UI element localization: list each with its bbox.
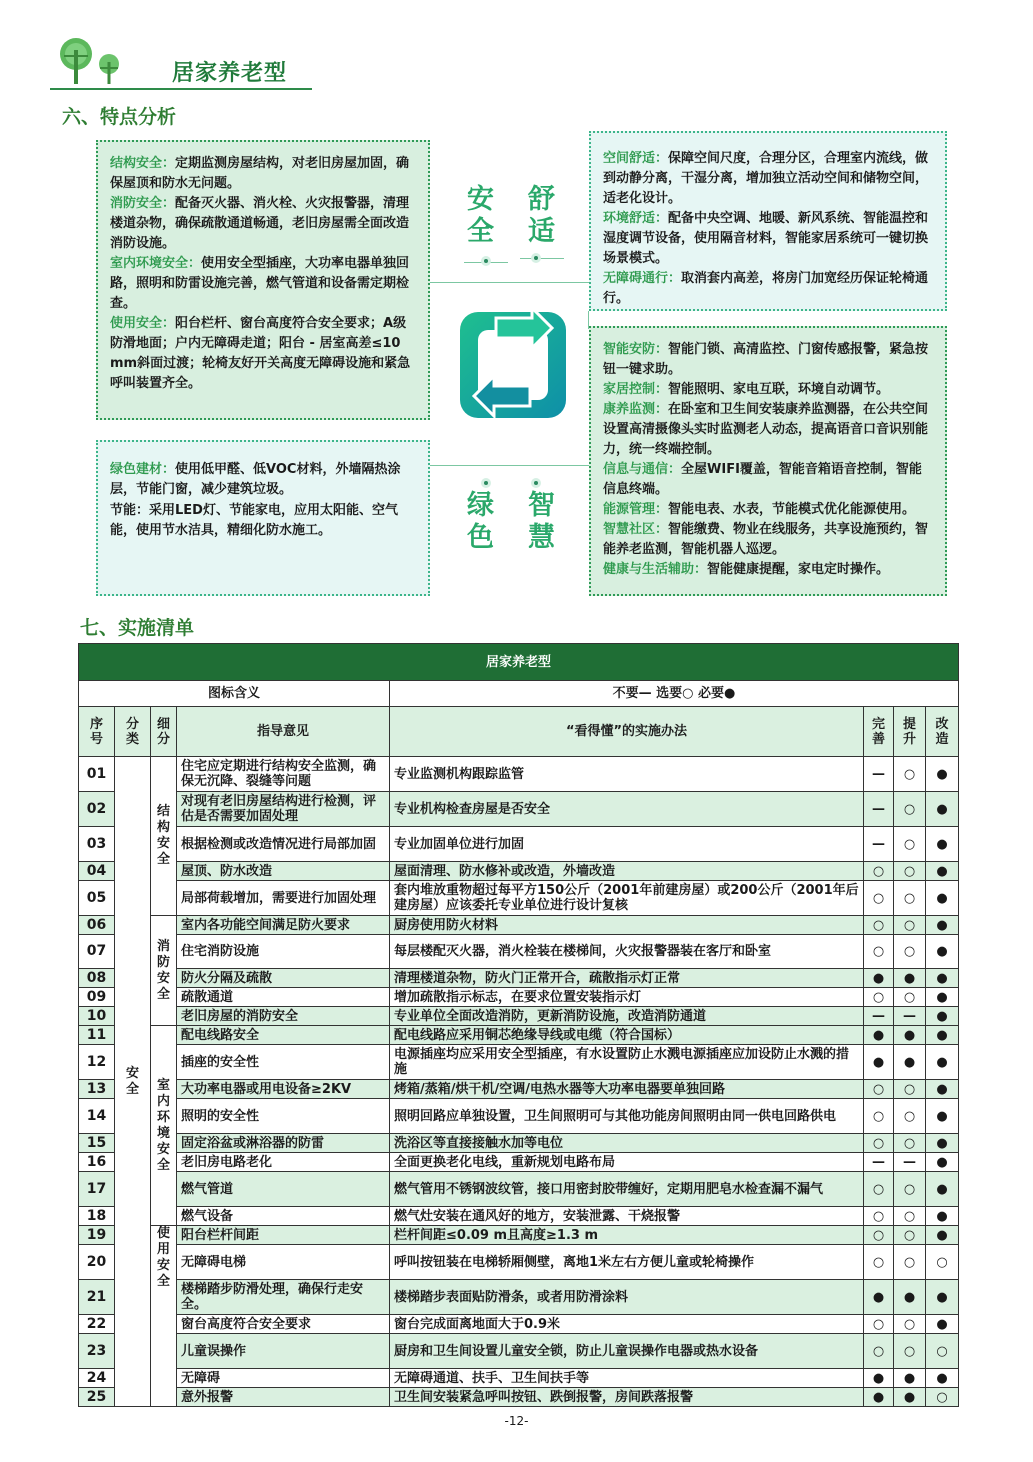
safety-item-2: 室内环境安全：使用安全型插座，大功率电器单独回路，照明和防雷设施完善，燃气管道和设备需定期检查。 — [110, 256, 410, 311]
improve-mark: ○ — [894, 935, 926, 969]
method-cell: 燃气管用不锈钢波纹管，接口用密封胶带缠好，定期用肥皂水检查漏不漏气 — [390, 1172, 864, 1207]
method-cell: 栏杆间距≤0.09 m且高度≥1.3 m — [390, 1226, 864, 1245]
method-cell: 厨房使用防火材料 — [390, 916, 864, 935]
perfect-mark: ● — [864, 1045, 894, 1080]
row-number: 23 — [79, 1334, 115, 1369]
subcategory-cell: 使用安全 — [151, 1226, 177, 1407]
method-cell: 增加疏散指示标志，在要求位置安装指示灯 — [390, 988, 864, 1007]
improve-mark: ○ — [894, 1134, 926, 1153]
method-cell: 屋面清理、防水修补或改造，外墙改造 — [390, 862, 864, 881]
header-category: 分类 — [115, 707, 151, 757]
table-row — [79, 1099, 959, 1134]
table-row — [79, 792, 959, 827]
table-row — [79, 1172, 959, 1207]
guidance-cell: 燃气设备 — [177, 1207, 390, 1226]
row-number: 06 — [79, 916, 115, 935]
smart-item-1: 家居控制：智能照明、家电互联，环境自动调节。 — [603, 382, 890, 397]
perfect-mark: ○ — [864, 916, 894, 935]
row-number: 22 — [79, 1315, 115, 1334]
method-cell: 专业加固单位进行加固 — [390, 827, 864, 862]
row-number: 25 — [79, 1388, 115, 1407]
renovate-mark: ○ — [926, 1245, 959, 1280]
renovate-mark: ● — [926, 1315, 959, 1334]
green-box — [96, 440, 430, 596]
perfect-mark: ○ — [864, 1207, 894, 1226]
safety-char-1: 安 — [467, 184, 494, 215]
renovate-mark: ● — [926, 969, 959, 988]
improve-mark: ○ — [894, 1315, 926, 1334]
perfect-mark: ● — [864, 1280, 894, 1315]
renovate-mark: ● — [926, 1207, 959, 1226]
table-row — [79, 916, 959, 935]
row-number: 05 — [79, 881, 115, 916]
row-number: 09 — [79, 988, 115, 1007]
row-number: 11 — [79, 1026, 115, 1045]
table-row — [79, 862, 959, 881]
table-row — [79, 1045, 959, 1080]
method-cell: 套内堆放重物超过每平方150公斤（2001年前建房屋）或200公斤（2001年后建房屋）应该委托专业单位进行设计复核 — [390, 881, 864, 916]
perfect-mark: ○ — [864, 988, 894, 1007]
improve-mark: ○ — [894, 757, 926, 792]
guidance-cell: 老旧房屋的消防安全 — [177, 1007, 390, 1026]
guidance-cell: 住宅消防设施 — [177, 935, 390, 969]
method-cell: 电源插座均应采用安全型插座，有水设置防止水溅电源插座应加设防止水溅的措施 — [390, 1045, 864, 1080]
row-number: 18 — [79, 1207, 115, 1226]
improve-mark: ○ — [894, 862, 926, 881]
category-cell: 安全 — [115, 757, 151, 1407]
row-number: 13 — [79, 1080, 115, 1099]
row-number: 10 — [79, 1007, 115, 1026]
guidance-cell: 楼梯踏步防滑处理，确保行走安全。 — [177, 1280, 390, 1315]
perfect-mark: ● — [864, 969, 894, 988]
row-number: 07 — [79, 935, 115, 969]
header-seq: 序号 — [79, 707, 115, 757]
improve-mark: ○ — [894, 881, 926, 916]
table-row — [79, 1226, 959, 1245]
safety-box — [96, 140, 430, 420]
legend-row — [79, 681, 959, 707]
method-cell: 清理楼道杂物，防火门正常开合，疏散指示灯正常 — [390, 969, 864, 988]
comfort-item-1: 环境舒适：配备中央空调、地暖、新风系统、智能温控和湿度调节设备，使用隔音材料，智能家居系统可一键切换场景模式。 — [603, 211, 929, 266]
green-item-0: 绿色建材：使用低甲醛、低VOC材料，外墙隔热涂层，节能门窗，减少建筑垃圾。 — [110, 462, 401, 497]
table-row — [79, 1080, 959, 1099]
improve-mark: ○ — [894, 827, 926, 862]
table-row — [79, 1007, 959, 1026]
method-cell: 全面更换老化电线，重新规划电路布局 — [390, 1153, 864, 1172]
guidance-cell: 无障碍电梯 — [177, 1245, 390, 1280]
renovate-mark: ● — [926, 792, 959, 827]
smart-char-1: 智 — [528, 490, 555, 521]
guidance-cell: 老旧房电路老化 — [177, 1153, 390, 1172]
header-divider — [50, 88, 312, 90]
table-row — [79, 757, 959, 792]
improve-mark: ○ — [894, 1334, 926, 1369]
guidance-cell: 燃气管道 — [177, 1172, 390, 1207]
improve-mark: ● — [894, 1280, 926, 1315]
renovate-mark: ● — [926, 827, 959, 862]
perfect-mark: ○ — [864, 1080, 894, 1099]
header-guidance: 指导意见 — [177, 707, 390, 757]
table-row — [79, 827, 959, 862]
smart-item-2: 康养监测：在卧室和卫生间安装康养监测器，在公共空间设置高清摄像头实时监测老人动态，提高语音口音识别能力，统一终端控制。 — [603, 402, 929, 457]
dot-icon — [479, 254, 493, 268]
row-number: 08 — [79, 969, 115, 988]
table-row — [79, 881, 959, 916]
improve-mark: ○ — [894, 1226, 926, 1245]
green-item-1: 节能：采用LED灯、节能家电，应用太阳能、空气能，使用节水洁具，精细化防水施工。 — [110, 503, 398, 538]
renovate-mark: ● — [926, 1045, 959, 1080]
perfect-mark: ○ — [864, 1315, 894, 1334]
subcategory-cell: 消防安全 — [151, 916, 177, 1026]
method-cell: 无障碍通道、扶手、卫生间扶手等 — [390, 1369, 864, 1388]
comfort-char-2: 适 — [528, 216, 555, 247]
perfect-mark: — — [864, 1007, 894, 1026]
table-row — [79, 1134, 959, 1153]
perfect-mark: — — [864, 1153, 894, 1172]
guidance-cell: 窗台高度符合安全要求 — [177, 1315, 390, 1334]
renovate-mark: ● — [926, 1080, 959, 1099]
perfect-mark: ● — [864, 1026, 894, 1045]
renovate-mark: ● — [926, 1026, 959, 1045]
green-char-2: 色 — [467, 522, 494, 553]
table-row — [79, 1388, 959, 1407]
improve-mark: ○ — [894, 1207, 926, 1226]
safety-char-2: 全 — [467, 216, 494, 247]
header-title: 居家养老型 — [172, 61, 288, 86]
dot-icon — [479, 476, 493, 490]
row-number: 17 — [79, 1172, 115, 1207]
perfect-mark: ● — [864, 1369, 894, 1388]
method-cell: 配电线路应采用铜芯绝缘导线或电缆（符合国标） — [390, 1026, 864, 1045]
comfort-char-1: 舒 — [528, 184, 555, 215]
improve-mark: ● — [894, 1045, 926, 1080]
header-improve: 提升 — [894, 707, 926, 757]
row-number: 01 — [79, 757, 115, 792]
guidance-cell: 防火分隔及疏散 — [177, 969, 390, 988]
smart-item-4: 能源管理：智能电表、水表，节能模式优化能源使用。 — [603, 502, 916, 517]
method-cell: 呼叫按钮装在电梯轿厢侧壁，离地1米左右方便儿童或轮椅操作 — [390, 1245, 864, 1280]
header-subcategory: 细分 — [151, 707, 177, 757]
table-row — [79, 988, 959, 1007]
section6-title: 六、特点分析 — [62, 106, 177, 128]
table-row — [79, 1280, 959, 1315]
guidance-cell: 局部荷载增加，需要进行加固处理 — [177, 881, 390, 916]
table-title: 居家养老型 — [79, 644, 959, 681]
guidance-cell: 对现有老旧房屋结构进行检测，评估是否需要加固处理 — [177, 792, 390, 827]
perfect-mark: — — [864, 757, 894, 792]
guidance-cell: 住宅应定期进行结构安全监测，确保无沉降、裂缝等问题 — [177, 757, 390, 792]
perfect-mark: — — [864, 827, 894, 862]
renovate-mark: ● — [926, 1153, 959, 1172]
row-number: 15 — [79, 1134, 115, 1153]
row-number: 12 — [79, 1045, 115, 1080]
renovate-mark: ● — [926, 1099, 959, 1134]
improve-mark: ● — [894, 1369, 926, 1388]
table-row — [79, 1026, 959, 1045]
method-cell: 洗浴区等直接接触水加等电位 — [390, 1134, 864, 1153]
table-row — [79, 969, 959, 988]
renovate-mark: ● — [926, 881, 959, 916]
guidance-cell: 儿童误操作 — [177, 1334, 390, 1369]
page-number: -12- — [504, 1414, 529, 1428]
tree-logo-icon — [54, 36, 134, 88]
renovate-mark: ● — [926, 1172, 959, 1207]
renovate-mark: ● — [926, 1226, 959, 1245]
guidance-cell: 室内各功能空间满足防火要求 — [177, 916, 390, 935]
header-perfect: 完善 — [864, 707, 894, 757]
subcategory-cell: 室内环境安全 — [151, 1026, 177, 1226]
guidance-cell: 插座的安全性 — [177, 1045, 390, 1080]
table-row — [79, 1369, 959, 1388]
safety-item-3: 使用安全：阳台栏杆、窗台高度符合安全要求；A级防滑地面；户内无障碍走道；阳台 - 居室高差≤10 mm斜面过渡；轮椅友好开关高度无障碍设施和紧急呼叫装置齐全。 — [110, 316, 411, 391]
table-header-row — [79, 707, 959, 757]
method-cell: 卫生间安装紧急呼叫按钮、跌倒报警，房间跌落报警 — [390, 1388, 864, 1407]
improve-mark: ● — [894, 1026, 926, 1045]
improve-mark: ○ — [894, 1245, 926, 1280]
perfect-mark: ○ — [864, 1172, 894, 1207]
method-cell: 厨房和卫生间设置儿童安全锁，防止儿童误操作电器或热水设备 — [390, 1334, 864, 1369]
perfect-mark: ○ — [864, 935, 894, 969]
legend-text: 不要— 选要○ 必要● — [390, 681, 959, 707]
guidance-cell: 意外报警 — [177, 1388, 390, 1407]
guidance-cell: 屋顶、防水改造 — [177, 862, 390, 881]
legend-label: 图标含义 — [79, 681, 390, 707]
table-row — [79, 1245, 959, 1280]
perfect-mark: ○ — [864, 1226, 894, 1245]
smart-char-2: 慧 — [528, 522, 555, 553]
method-cell: 专业机构检查房屋是否安全 — [390, 792, 864, 827]
table-row — [79, 1153, 959, 1172]
improve-mark: — — [894, 1007, 926, 1026]
header-method: “看得懂”的实施办法 — [390, 707, 864, 757]
method-cell: 楼梯踏步表面贴防滑条，或者用防滑涂料 — [390, 1280, 864, 1315]
connector-line — [430, 465, 589, 466]
guidance-cell: 无障碍 — [177, 1369, 390, 1388]
connector-line — [588, 311, 589, 329]
smart-item-5: 智慧社区：智能缴费、物业在线服务，共享设施预约，智能养老监测，智能机器人巡逻。 — [603, 522, 929, 557]
improve-mark: ○ — [894, 1172, 926, 1207]
table-row — [79, 1334, 959, 1369]
method-cell: 专业单位全面改造消防，更新消防设施，改造消防通道 — [390, 1007, 864, 1026]
guidance-cell: 大功率电器或用电设备≥2KV — [177, 1080, 390, 1099]
guidance-cell: 阳台栏杆间距 — [177, 1226, 390, 1245]
perfect-mark: ○ — [864, 881, 894, 916]
row-number: 19 — [79, 1226, 115, 1245]
renovate-mark: ● — [926, 1007, 959, 1026]
implementation-table — [78, 643, 959, 1407]
renovate-mark: ● — [926, 1369, 959, 1388]
row-number: 20 — [79, 1245, 115, 1280]
renovate-mark: ● — [926, 916, 959, 935]
row-number: 03 — [79, 827, 115, 862]
smart-item-3: 信息与通信：全屋WIFI覆盖，智能音箱语音控制，智能信息终端。 — [603, 462, 922, 497]
perfect-mark: ○ — [864, 862, 894, 881]
row-number: 24 — [79, 1369, 115, 1388]
method-cell: 照明回路应单独设置，卫生间照明可与其他功能房间照明由同一供电回路供电 — [390, 1099, 864, 1134]
perfect-mark: ○ — [864, 1134, 894, 1153]
renovate-mark: ● — [926, 862, 959, 881]
guidance-cell: 疏散通道 — [177, 988, 390, 1007]
row-number: 14 — [79, 1099, 115, 1134]
smart-box — [589, 326, 947, 596]
renovate-mark: ● — [926, 988, 959, 1007]
guidance-cell: 固定浴盆或淋浴器的防雷 — [177, 1134, 390, 1153]
guidance-cell: 根据检测或改造情况进行局部加固 — [177, 827, 390, 862]
renovate-mark: ● — [926, 1280, 959, 1315]
row-number: 16 — [79, 1153, 115, 1172]
renovate-mark: ○ — [926, 1334, 959, 1369]
table-title-row — [79, 644, 959, 681]
method-cell: 燃气灶安装在通风好的地方，安装泄露、干烧报警 — [390, 1207, 864, 1226]
table-row — [79, 1207, 959, 1226]
improve-mark: ○ — [894, 792, 926, 827]
comfort-item-2: 无障碍通行：取消套内高差，将房门加宽经历保证轮椅通行。 — [603, 271, 929, 306]
improve-mark: ● — [894, 969, 926, 988]
row-number: 21 — [79, 1280, 115, 1315]
cycle-arrows-icon — [452, 304, 574, 426]
improve-mark: ○ — [894, 916, 926, 935]
method-cell: 窗台完成面离地面大于0.9米 — [390, 1315, 864, 1334]
renovate-mark: ○ — [926, 1388, 959, 1407]
smart-item-6: 健康与生活辅助：智能健康提醒，家电定时操作。 — [603, 562, 890, 577]
comfort-item-0: 空间舒适：保障空间尺度，合理分区，合理室内流线，做到动静分离，干湿分离，增加独立活动空间和储物空间，适老化设计。 — [603, 151, 929, 206]
perfect-mark: ○ — [864, 1245, 894, 1280]
improve-mark: ○ — [894, 1099, 926, 1134]
perfect-mark: ○ — [864, 1099, 894, 1134]
method-cell: 每层楼配灭火器，消火栓装在楼梯间，火灾报警器装在客厅和卧室 — [390, 935, 864, 969]
renovate-mark: ● — [926, 1134, 959, 1153]
perfect-mark: ○ — [864, 1334, 894, 1369]
improve-mark: ○ — [894, 988, 926, 1007]
safety-item-0: 结构安全：定期监测房屋结构，对老旧房屋加固，确保屋顶和防水无问题。 — [110, 156, 410, 191]
guidance-cell: 照明的安全性 — [177, 1099, 390, 1134]
renovate-mark: ● — [926, 935, 959, 969]
connector-line — [430, 282, 589, 283]
method-cell: 专业监测机构跟踪监管 — [390, 757, 864, 792]
perfect-mark: — — [864, 792, 894, 827]
table-row — [79, 1315, 959, 1334]
dot-icon — [529, 251, 543, 265]
safety-item-1: 消防安全：配备灭火器、消火栓、火灾报警器，清理楼道杂物，确保疏散通道畅通，老旧房屋需全面改造消防设施。 — [110, 196, 410, 251]
row-number: 04 — [79, 862, 115, 881]
perfect-mark: ● — [864, 1388, 894, 1407]
green-char-1: 绿 — [467, 490, 494, 521]
header-renovate: 改造 — [926, 707, 959, 757]
smart-item-0: 智能安防：智能门锁、高清监控、门窗传感报警，紧急按钮一键求助。 — [603, 342, 929, 377]
method-cell: 烤箱/蒸箱/烘干机/空调/电热水器等大功率电器要单独回路 — [390, 1080, 864, 1099]
table-row — [79, 935, 959, 969]
improve-mark: ● — [894, 1388, 926, 1407]
renovate-mark: ● — [926, 757, 959, 792]
improve-mark: ○ — [894, 1080, 926, 1099]
improve-mark: — — [894, 1153, 926, 1172]
section7-title: 七、实施清单 — [80, 617, 195, 639]
subcategory-cell: 结构安全 — [151, 757, 177, 916]
row-number: 02 — [79, 792, 115, 827]
guidance-cell: 配电线路安全 — [177, 1026, 390, 1045]
dot-icon — [529, 476, 543, 490]
comfort-box — [589, 131, 947, 311]
